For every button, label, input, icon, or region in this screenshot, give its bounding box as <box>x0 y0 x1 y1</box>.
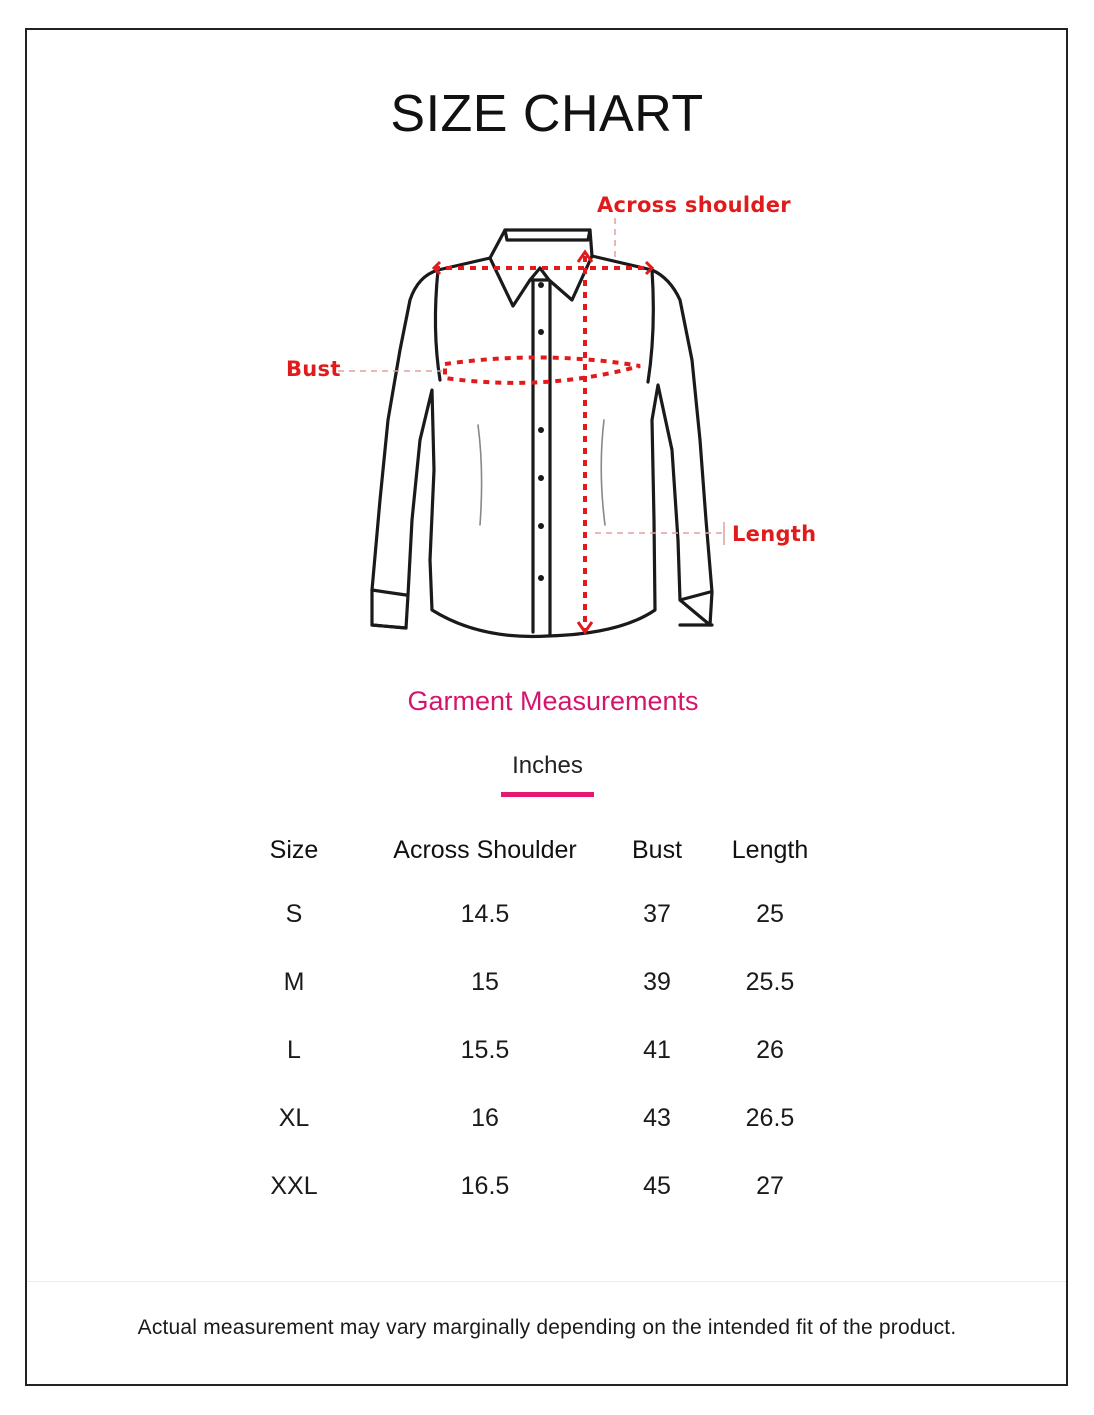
table-cell-size: XL <box>278 1103 310 1132</box>
shirt-illustration <box>0 0 1094 700</box>
table-cell-across-shoulder: 16 <box>471 1103 499 1132</box>
table-cell-length: 26.5 <box>745 1103 795 1132</box>
table-cell-size: S <box>285 899 303 928</box>
table-cell-bust: 41 <box>643 1035 671 1064</box>
tab-inches[interactable]: Inches <box>512 752 583 779</box>
table-cell-bust: 37 <box>643 899 671 928</box>
table-cell-length: 26 <box>756 1035 784 1064</box>
column-header-length: Length <box>731 835 809 864</box>
table-row <box>240 1084 848 1152</box>
bust-label: Bust <box>286 357 341 381</box>
section-title: Garment Measurements <box>407 686 699 716</box>
column-header-size: Size <box>269 835 319 864</box>
column-header-bust: Bust <box>631 835 683 864</box>
footnote: Actual measurement may vary marginally depending on the intended fit of the product. <box>137 1316 957 1339</box>
table-row <box>240 1016 848 1084</box>
across-shoulder-label: Across shoulder <box>597 193 791 217</box>
table-row <box>240 880 848 948</box>
left-cuff <box>372 590 406 628</box>
footer-divider <box>27 1281 1066 1282</box>
shirt-buttons <box>538 282 544 581</box>
table-cell-size: L <box>287 1035 301 1064</box>
table-cell-length: 25.5 <box>745 967 795 996</box>
table-cell-length: 27 <box>756 1171 784 1200</box>
table-cell-across-shoulder: 15.5 <box>460 1035 510 1064</box>
garment-diagram <box>0 0 1094 700</box>
table-cell-size: M <box>283 967 305 996</box>
table-row <box>240 948 848 1016</box>
measure-lines <box>434 256 652 630</box>
page-title: SIZE CHART <box>390 85 704 143</box>
table-cell-bust: 39 <box>643 967 671 996</box>
right-cuff <box>680 592 712 625</box>
measure-arrows <box>434 252 652 632</box>
table-cell-size: XXL <box>270 1171 318 1200</box>
table-cell-length: 25 <box>756 899 784 928</box>
table-header-row <box>240 820 848 880</box>
table-row <box>240 1152 848 1220</box>
table-cell-bust: 43 <box>643 1103 671 1132</box>
table-cell-bust: 45 <box>643 1171 671 1200</box>
table-cell-across-shoulder: 16.5 <box>460 1171 510 1200</box>
column-header-across-shoulder: Across Shoulder <box>393 835 577 864</box>
length-label: Length <box>732 522 817 546</box>
tab-active-indicator <box>501 792 594 797</box>
table-cell-across-shoulder: 15 <box>471 967 499 996</box>
table-cell-across-shoulder: 14.5 <box>460 899 510 928</box>
size-table <box>240 820 848 1220</box>
bust-measure-line <box>445 357 640 382</box>
